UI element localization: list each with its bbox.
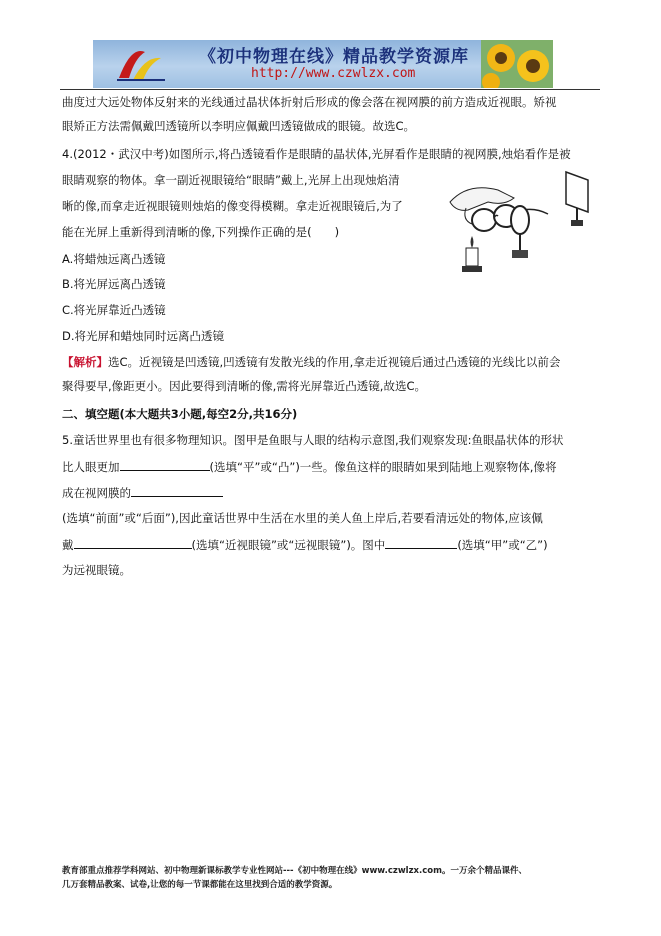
answer-blank-2[interactable] xyxy=(131,484,223,497)
question-5-line-1: 5.童话世界里也有很多物理知识。图甲是鱼眼与人眼的结构示意图,我们观察发现:鱼眼晶状体的形状 xyxy=(62,433,564,447)
answer-blank-1[interactable] xyxy=(120,458,210,471)
analysis-tag: 【解析】 xyxy=(62,355,108,369)
question-5-line-4: (选填“前面”或“后面”),因此童话世界中生活在水里的美人鱼上岸后,若要看清远处的物体,应该佩 xyxy=(62,511,543,525)
footer-line-2: 几万套精品教案、试卷,让您的每一节课都能在这里找到合适的教学资源。 xyxy=(62,880,338,890)
option-a: A.将蜡烛远离凸透镜 xyxy=(62,252,166,266)
question-5-line-3 xyxy=(62,484,223,501)
q5-text-5b: (选填“近视眼镜”或“远视眼镜”)。图中 xyxy=(191,538,386,552)
section-heading-fill-in: 二、填空题(本大题共3小题,每空2分,共16分) xyxy=(62,407,298,421)
analysis-continued-line-2: 眼矫正方法需佩戴凹透镜所以李明应佩戴凹透镜做成的眼镜。故选C。 xyxy=(62,119,416,133)
q5-text-2a: 比人眼更加 xyxy=(62,460,120,474)
sunflower-image xyxy=(481,40,553,88)
question-4-stem-line-1: 4.(2012・武汉中考)如图所示,将凸透镜看作是眼睛的晶状体,光屏看作是眼睛的视网膜,烛焰看作是被 xyxy=(62,147,571,161)
question-4-stem-line-2: 眼睛观察的物体。拿一副近视眼镜给“眼睛”戴上,光屏上出现烛焰清 xyxy=(62,173,400,187)
answer-blank-4[interactable] xyxy=(385,536,457,549)
analysis-text-1: 选C。近视镜是凹透镜,凹透镜有发散光线的作用,拿走近视镜后通过凸透镜的光线比以前会 xyxy=(108,355,561,369)
footer-line-1: 教育部重点推荐学科网站、初中物理新课标教学专业性网站---《初中物理在线》www.czwlzx.com。一万余个精品课件、 xyxy=(62,866,527,876)
q5-text-2b: (选填“平”或“凸”)一些。像鱼这样的眼睛如果到陆地上观察物体,像将 xyxy=(209,460,557,474)
header-divider xyxy=(60,89,600,90)
analysis-line-1 xyxy=(62,354,560,370)
question-5-line-6: 为远视眼镜。 xyxy=(62,563,131,577)
q5-text-3: 成在视网膜的 xyxy=(62,486,131,500)
banner-title: 《初中物理在线》精品教学资源库 xyxy=(199,47,469,67)
option-b: B.将光屏远离凸透镜 xyxy=(62,277,166,291)
question-4-stem-line-3: 晰的像,而拿走近视眼镜则烛焰的像变得模糊。拿走近视眼镜后,为了 xyxy=(62,199,403,213)
answer-blank-3[interactable] xyxy=(74,536,192,549)
analysis-continued-line-1: 曲度过大远处物体反射来的光线通过晶状体折射后形成的像会落在视网膜的前方造成近视眼。矫视 xyxy=(62,95,557,109)
site-logo xyxy=(115,44,167,84)
analysis-line-2: 聚得要早,像距更小。因此要得到清晰的像,需将光屏靠近凸透镜,故选C。 xyxy=(62,379,426,393)
experiment-figure xyxy=(428,168,600,280)
header-banner xyxy=(93,40,553,88)
q5-text-5a: 戴 xyxy=(62,538,74,552)
question-5-line-2 xyxy=(62,458,556,475)
option-d: D.将光屏和蜡烛同时远离凸透镜 xyxy=(62,329,225,343)
question-4-stem-line-4: 能在光屏上重新得到清晰的像,下列操作正确的是( ) xyxy=(62,225,340,239)
question-5-line-5 xyxy=(62,536,548,553)
option-c: C.将光屏靠近凸透镜 xyxy=(62,303,166,317)
banner-url[interactable]: http://www.czwlzx.com xyxy=(251,66,416,81)
q5-text-5c: (选填“甲”或“乙”) xyxy=(457,538,548,552)
